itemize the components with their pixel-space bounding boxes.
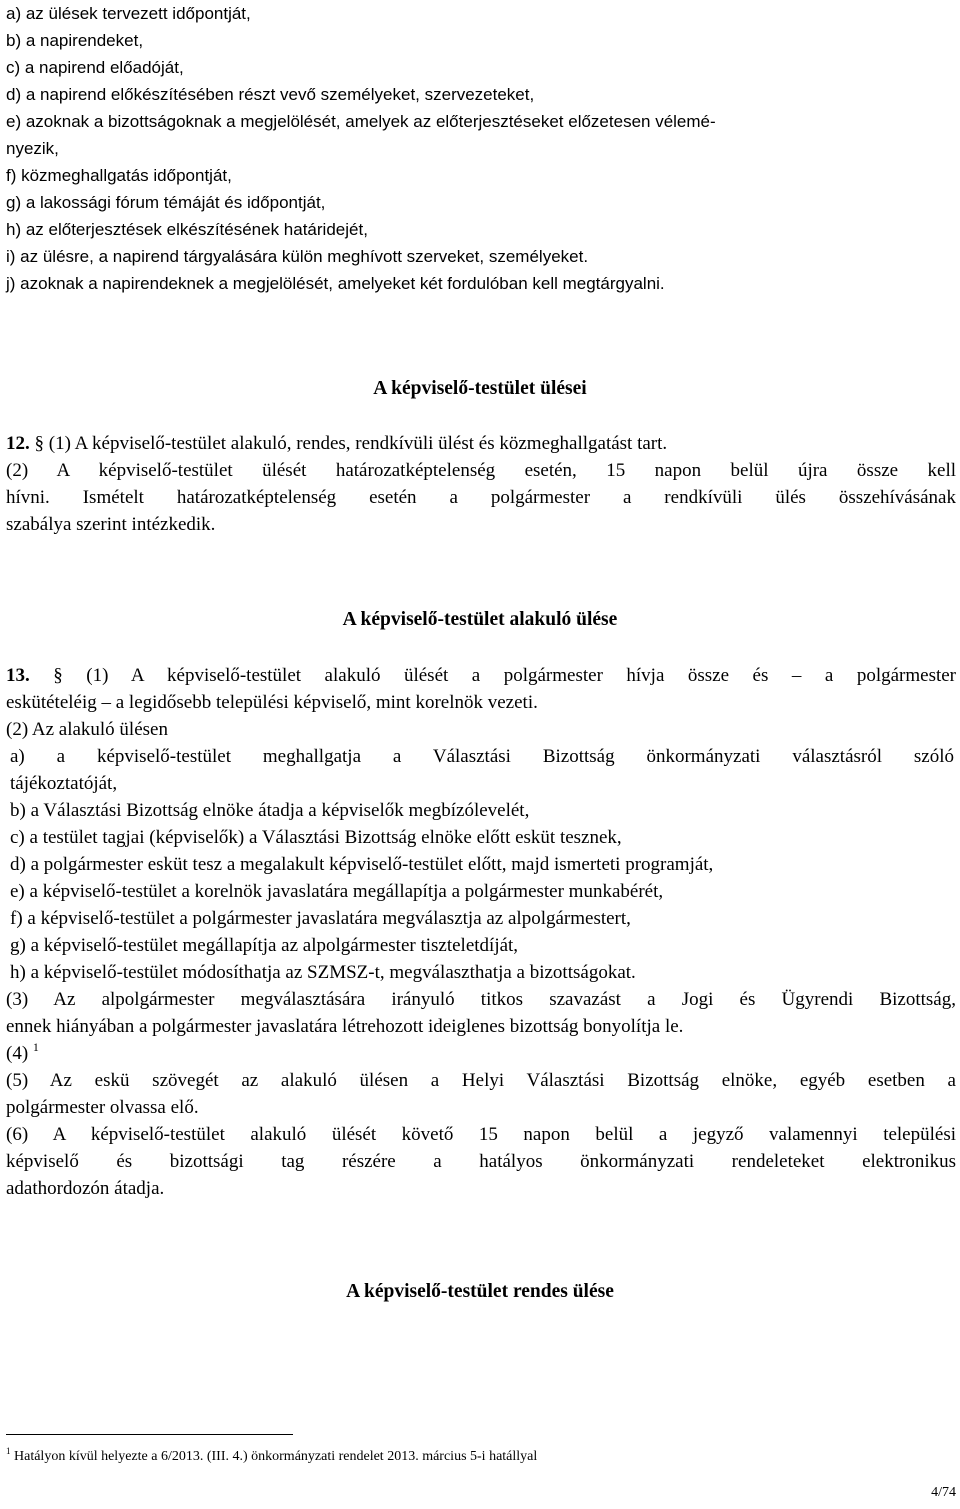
- list-item: d) a napirend előkészítésében részt vevő személyeket, szervezeteket,: [6, 85, 535, 104]
- section-heading: A képviselő-testület rendes ülése: [346, 1281, 614, 1302]
- list-item: h) az előterjesztések elkészítésének határidejét,: [6, 220, 368, 239]
- footnote-number: 1: [6, 1446, 11, 1456]
- paragraph-line: adathordozón átadja.: [6, 1178, 165, 1199]
- list-item: i) az ülésre, a napirend tárgyalására külön meghívott szerveket, személyeket.: [6, 247, 589, 266]
- list-item: nyezik,: [6, 139, 59, 158]
- list-item: g) a képviselő-testület megállapítja az alpolgármester tiszteletdíját,: [10, 935, 519, 956]
- list-item: b) a Választási Bizottság elnöke átadja a képviselők megbízólevelét,: [10, 800, 530, 821]
- list-item: e) azoknak a bizottságoknak a megjelölését, amelyek az előterjesztéseket előzetesen vélemé-: [6, 112, 716, 131]
- paragraph-line: (6) A képviselő-testület alakuló ülését követő 15 napon belül a jegyző valamennyi települési: [6, 1124, 956, 1145]
- paragraph-line: képviselő és bizottsági tag részére a hatályos önkormányzati rendeleteket elektronikus: [6, 1151, 956, 1172]
- list-item: j) azoknak a napirendeknek a megjelölését, amelyeket két fordulóban kell megtárgyalni.: [6, 274, 665, 293]
- footnote: [6, 1448, 537, 1466]
- paragraph-line: polgármester olvassa elő.: [6, 1097, 199, 1118]
- paragraph-line: eskütételéig – a legidősebb települési képviselő, mint korelnök vezeti.: [6, 692, 538, 713]
- paragraph-number: 12.: [6, 433, 30, 454]
- list-item: d) a polgármester esküt tesz a megalakult képviselő-testület előtt, majd ismerteti programját,: [10, 854, 714, 875]
- paragraph-line: [6, 1040, 956, 1067]
- footnote-divider: [6, 1434, 293, 1435]
- list-item: h) a képviselő-testület módosíthatja az SZMSZ-t, megválaszthatja a bizottságokat.: [10, 962, 636, 983]
- paragraph-text: (1) A képviselő-testület alakuló ülését a polgármester hívja össze és – a polgármester: [86, 665, 956, 686]
- paragraph-line: (5) Az eskü szövegét az alakuló ülésen a Helyi Választási Bizottság elnöke, egyéb esetben a: [6, 1070, 956, 1091]
- paragraph-line: (2) A képviselő-testület ülését határozatképtelenség esetén, 15 napon belül újra össze kell: [6, 460, 956, 481]
- footnote-reference[interactable]: 1: [32, 1040, 39, 1054]
- section-heading: A képviselő-testület alakuló ülése: [342, 609, 618, 630]
- section-mark: §: [34, 433, 44, 454]
- list-item: e) a képviselő-testület a korelnök javaslatára megállapítja a polgármester munkabérét,: [10, 881, 664, 902]
- section-mark: §: [53, 665, 63, 686]
- list-item: b) a napirendeket,: [6, 31, 144, 50]
- paragraph-line: (2) Az alakuló ülésen: [6, 719, 168, 740]
- list-item: a) az ülések tervezett időpontját,: [6, 4, 251, 23]
- page-number: 4/74: [931, 1485, 956, 1500]
- list-item: c) a testület tagjai (képviselők) a Választási Bizottság elnöke előtt esküt tesznek,: [10, 827, 622, 848]
- paragraph-line: szabálya szerint intézkedik.: [6, 514, 216, 535]
- list-item: f) közmeghallgatás időpontját,: [6, 166, 232, 185]
- list-item: c) a napirend előadóját,: [6, 58, 184, 77]
- list-item: f) a képviselő-testület a polgármester javaslatára megválasztja az alpolgármestert,: [10, 908, 631, 929]
- list-item: g) a lakossági fórum témáját és időpontját,: [6, 193, 326, 212]
- paragraph-line: [6, 430, 956, 457]
- paragraph-line: (3) Az alpolgármester megválasztására irányuló titkos szavazást a Jogi és Ügyrendi Bizottság,: [6, 989, 956, 1010]
- paragraph-text: (1) A képviselő-testület alakuló, rendes, rendkívüli ülést és közmeghallgatást tart.: [48, 433, 668, 454]
- paragraph-line: [6, 662, 956, 689]
- list-item: tájékoztatóját,: [10, 773, 118, 794]
- section-heading: A képviselő-testület ülései: [373, 378, 587, 399]
- paragraph-label: (4): [6, 1043, 29, 1064]
- paragraph-number: 13.: [6, 665, 30, 686]
- list-item: a) a képviselő-testület meghallgatja a Választási Bizottság önkormányzati választásról szóló: [10, 746, 954, 767]
- paragraph-line: hívni. Ismételt határozatképtelenség esetén a polgármester a rendkívüli ülés összehívásának: [6, 487, 956, 508]
- paragraph-line: ennek hiányában a polgármester javaslatára létrehozott ideiglenes bizottság bonyolítja le.: [6, 1016, 684, 1037]
- footnote-text: Hatályon kívül helyezte a 6/2013. (III. 4.) önkormányzati rendelet 2013. március 5-i hatállyal: [14, 1449, 538, 1464]
